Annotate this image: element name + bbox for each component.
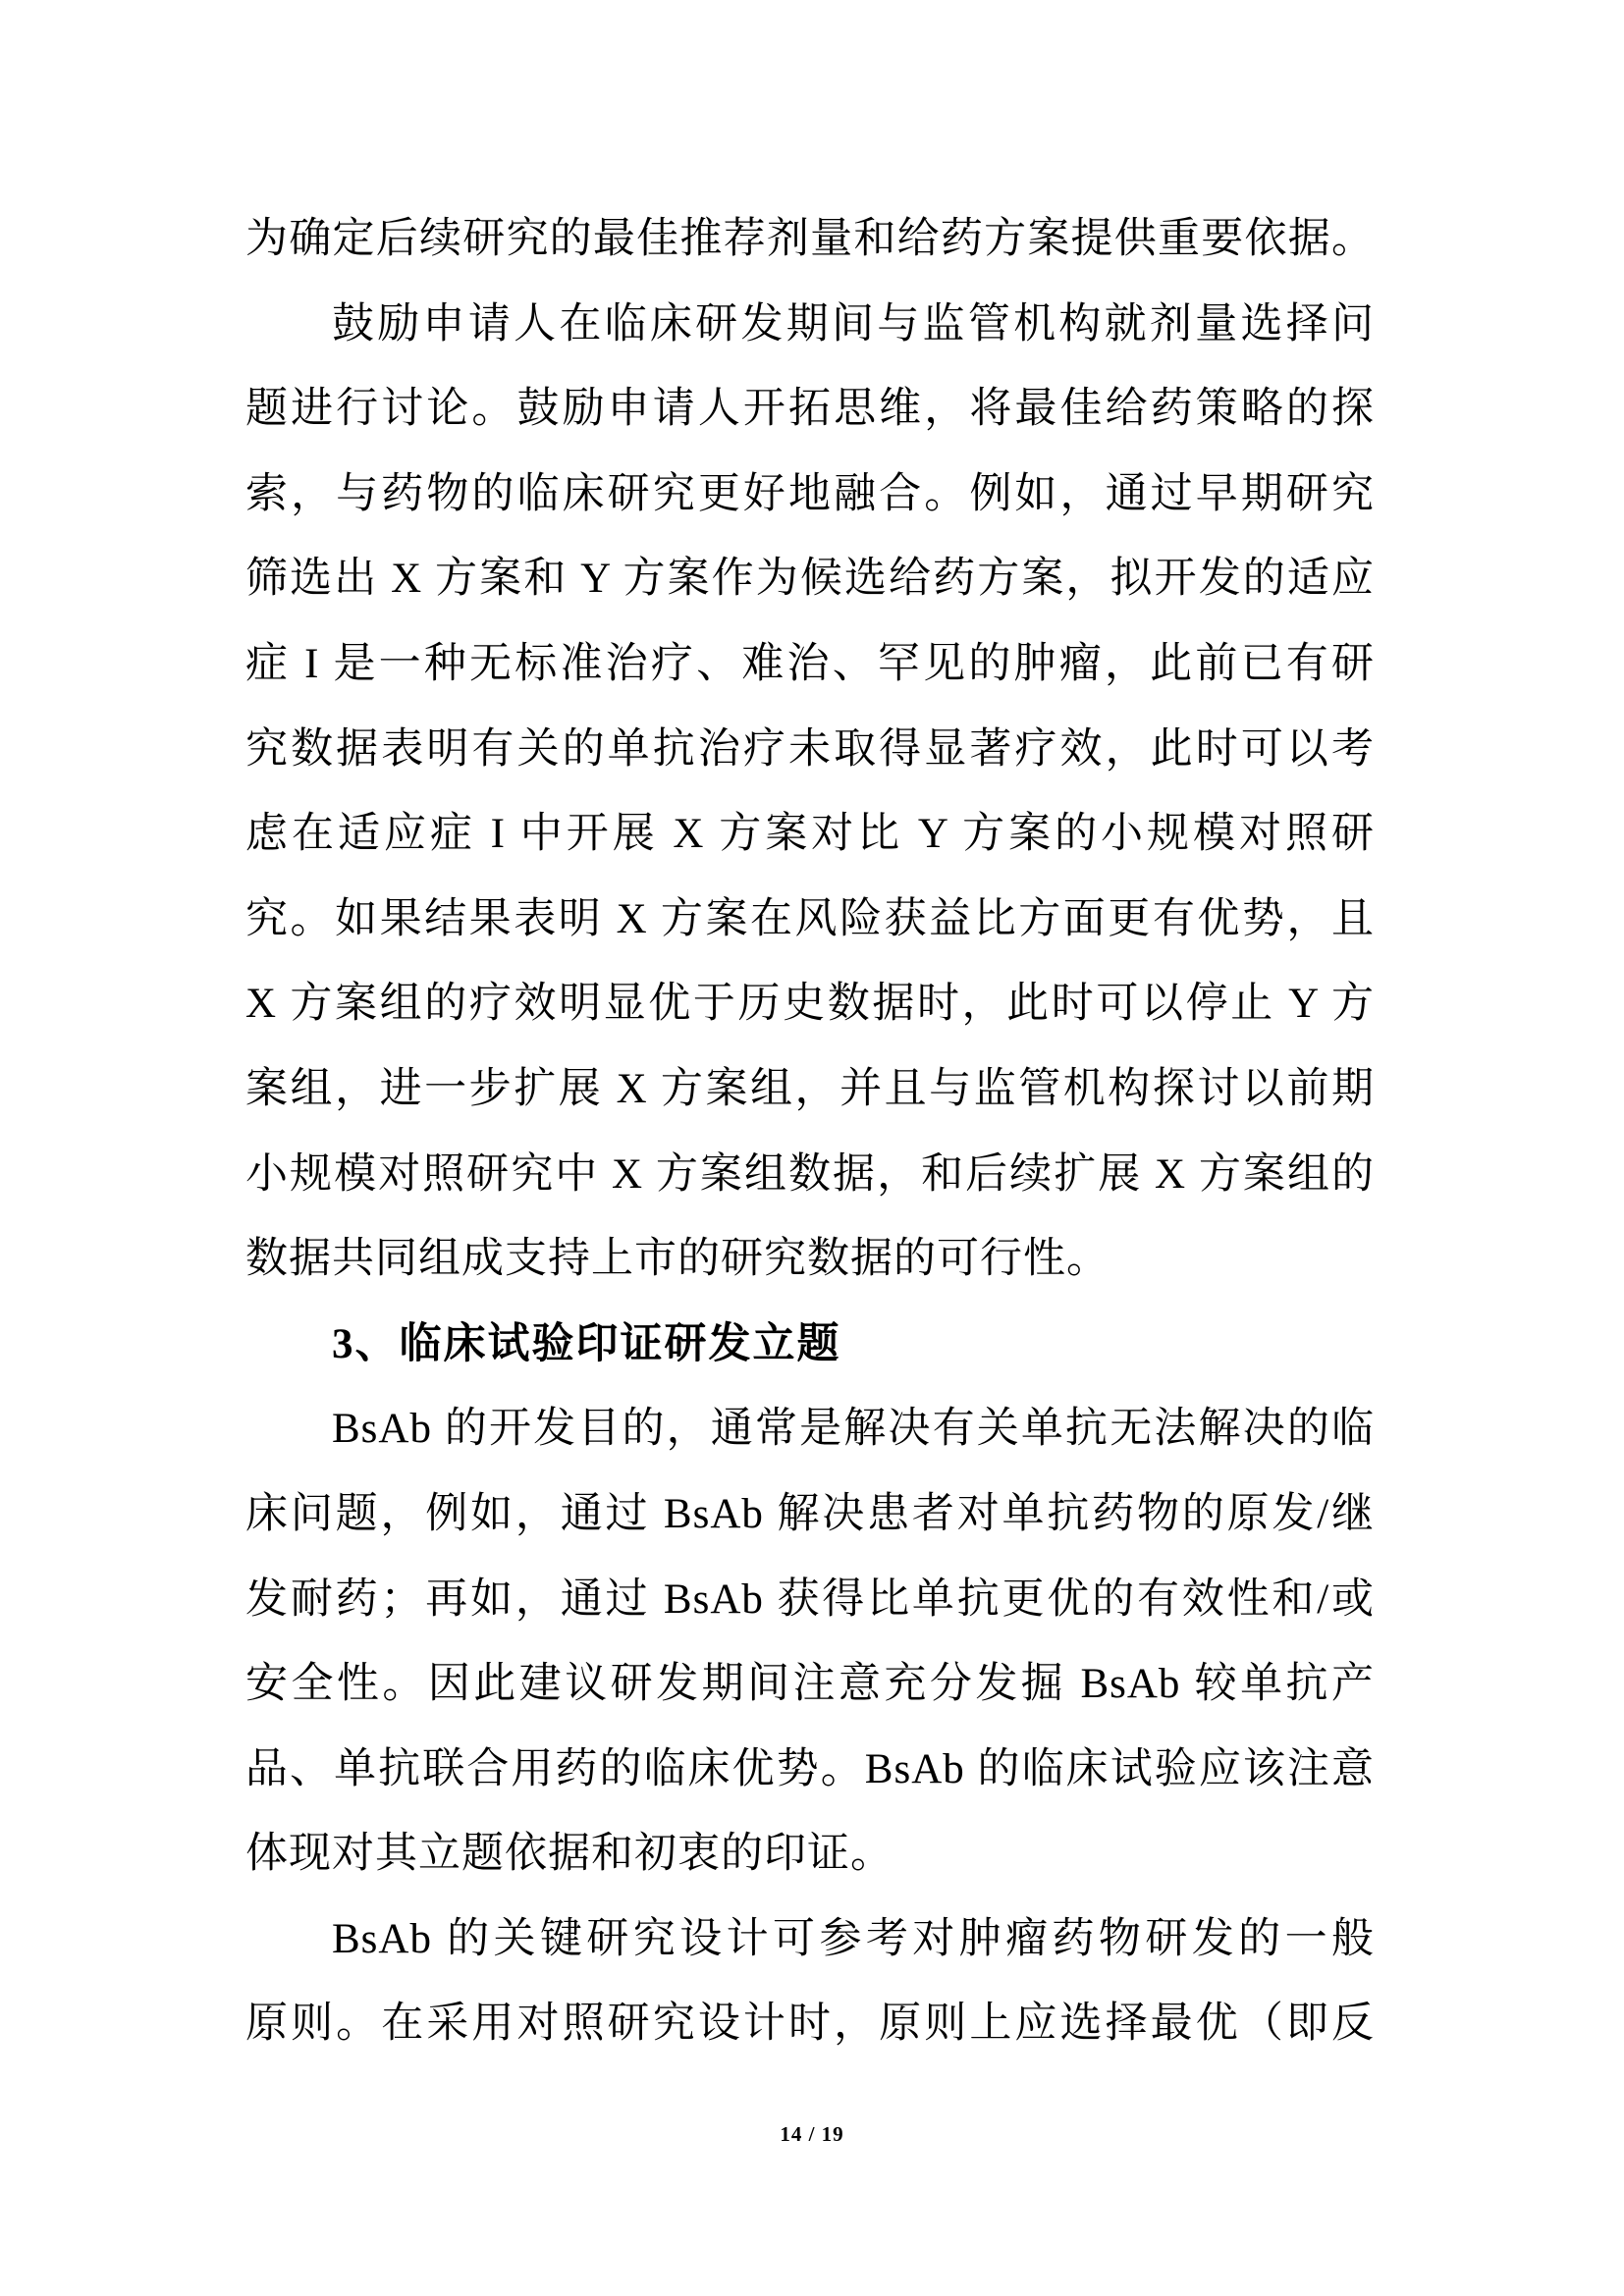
section-heading: 3、临床试验印证研发立题 <box>332 1320 841 1367</box>
text-line: BsAb 的开发目的，通常是解决有关单抗无法解决的临 <box>332 1406 1375 1453</box>
text-line: 究。如果结果表明 X 方案在风险获益比方面更有优势，且 <box>245 895 1375 942</box>
text-line: 虑在适应症 I 中开展 X 方案对比 Y 方案的小规模对照研 <box>245 811 1375 858</box>
text-line: 数据共同组成支持上市的研究数据的可行性。 <box>245 1236 1110 1283</box>
text-line: 症 I 是一种无标准治疗、难治、罕见的肿瘤，此前已有研 <box>245 640 1375 687</box>
text-line: 索，与药物的临床研究更好地融合。例如，通过早期研究 <box>245 470 1375 517</box>
text-line: 发耐药；再如，通过 BsAb 获得比单抗更优的有效性和/或 <box>245 1575 1375 1623</box>
text-line: 体现对其立题依据和初衷的印证。 <box>245 1831 893 1878</box>
text-line: 为确定后续研究的最佳推荐剂量和给药方案提供重要依据。 <box>245 216 1375 262</box>
text-line: 原则。在采用对照研究设计时，原则上应选择最优（即反 <box>245 2001 1375 2048</box>
text-line: 床问题，例如，通过 BsAb 解决患者对单抗药物的原发/继 <box>245 1490 1375 1537</box>
text-line: 究数据表明有关的单抗治疗未取得显著疗效，此时可以考 <box>245 725 1375 773</box>
text-line: 题进行讨论。鼓励申请人开拓思维，将最佳给药策略的探 <box>245 386 1375 433</box>
text-line: 鼓励申请人在临床研发期间与监管机构就剂量选择问 <box>332 300 1375 347</box>
text-line: 筛选出 X 方案和 Y 方案作为候选给药方案，拟开发的适应 <box>245 556 1375 603</box>
text-line: 案组，进一步扩展 X 方案组，并且与监管机构探讨以前期 <box>245 1065 1375 1112</box>
text-line: BsAb 的关键研究设计可参考对肿瘤药物研发的一般 <box>332 1915 1375 1962</box>
text-line: 安全性。因此建议研发期间注意充分发掘 BsAb 较单抗产 <box>245 1661 1375 1708</box>
text-line: 品、单抗联合用药的临床优势。BsAb 的临床试验应该注意 <box>245 1745 1375 1792</box>
page-number: 14 / 19 <box>780 2122 844 2146</box>
text-line: X 方案组的疗效明显优于历史数据时，此时可以停止 Y 方 <box>245 981 1375 1028</box>
document-body <box>245 197 1375 2067</box>
text-line: 小规模对照研究中 X 方案组数据，和后续扩展 X 方案组的 <box>245 1150 1375 1198</box>
